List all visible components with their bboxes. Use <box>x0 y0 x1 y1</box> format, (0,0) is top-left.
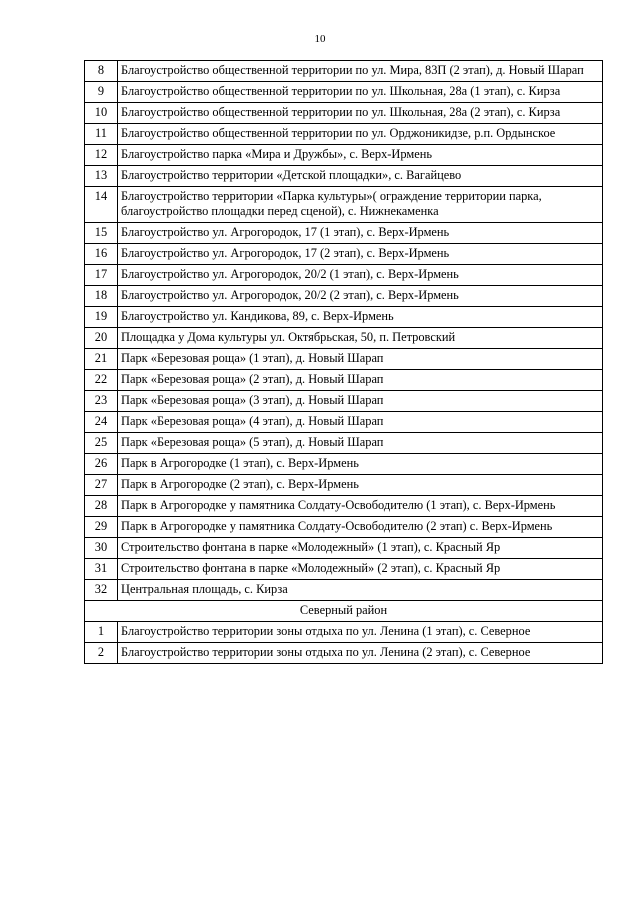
objects-table <box>84 60 603 664</box>
row-number: 2 <box>85 643 118 664</box>
table-row <box>85 124 603 145</box>
row-number: 26 <box>85 454 118 475</box>
row-name: Благоустройство ул. Агрогородок, 20/2 (2 этап), с. Верх-Ирмень <box>118 286 603 307</box>
row-name: Строительство фонтана в парке «Молодежный» (1 этап), с. Красный Яр <box>118 538 603 559</box>
row-name: Благоустройство ул. Кандикова, 89, с. Верх-Ирмень <box>118 307 603 328</box>
row-number: 23 <box>85 391 118 412</box>
table-row <box>85 145 603 166</box>
table-body-severny <box>85 622 603 664</box>
section-title: Северный район <box>85 601 603 622</box>
row-number: 16 <box>85 244 118 265</box>
row-number: 21 <box>85 349 118 370</box>
row-number: 31 <box>85 559 118 580</box>
table-row <box>85 286 603 307</box>
table-row <box>85 223 603 244</box>
table-row <box>85 328 603 349</box>
table-row <box>85 82 603 103</box>
row-name: Парк в Агрогородке у памятника Солдату-Освободителю (1 этап), с. Верх-Ирмень <box>118 496 603 517</box>
row-name: Благоустройство территории зоны отдыха по ул. Ленина (2 этап), с. Северное <box>118 643 603 664</box>
row-name: Благоустройство ул. Агрогородок, 17 (1 этап), с. Верх-Ирмень <box>118 223 603 244</box>
table-row <box>85 496 603 517</box>
section-row <box>85 601 603 622</box>
row-name: Благоустройство территории «Парка культуры»( ограждение территории парка, благоустройство площадки перед сценой), с. Нижнекаменка <box>118 187 603 223</box>
row-name: Парк «Березовая роща» (3 этап), д. Новый Шарап <box>118 391 603 412</box>
row-number: 30 <box>85 538 118 559</box>
table-row <box>85 244 603 265</box>
row-number: 9 <box>85 82 118 103</box>
table-row <box>85 61 603 82</box>
table-row <box>85 433 603 454</box>
row-number: 15 <box>85 223 118 244</box>
row-number: 12 <box>85 145 118 166</box>
row-name: Парк «Березовая роща» (4 этап), д. Новый Шарап <box>118 412 603 433</box>
row-name: Парк «Березовая роща» (5 этап), д. Новый Шарап <box>118 433 603 454</box>
row-name: Благоустройство общественной территории по ул. Школьная, 28а (1 этап), с. Кирза <box>118 82 603 103</box>
row-name: Парк «Березовая роща» (2 этап), д. Новый Шарап <box>118 370 603 391</box>
table-row <box>85 580 603 601</box>
table-body-ordynsky <box>85 61 603 601</box>
row-number: 25 <box>85 433 118 454</box>
row-number: 27 <box>85 475 118 496</box>
row-name: Благоустройство ул. Агрогородок, 17 (2 этап), с. Верх-Ирмень <box>118 244 603 265</box>
page-number: 10 <box>314 33 326 45</box>
row-name: Благоустройство ул. Агрогородок, 20/2 (1 этап), с. Верх-Ирмень <box>118 265 603 286</box>
row-name: Парк в Агрогородке (2 этап), с. Верх-Ирмень <box>118 475 603 496</box>
row-name: Парк в Агрогородке у памятника Солдату-Освободителю (2 этап) с. Верх-Ирмень <box>118 517 603 538</box>
row-number: 10 <box>85 103 118 124</box>
row-number: 17 <box>85 265 118 286</box>
table-row <box>85 475 603 496</box>
table-row <box>85 166 603 187</box>
table-row <box>85 412 603 433</box>
table-row <box>85 349 603 370</box>
table-row <box>85 454 603 475</box>
row-number: 28 <box>85 496 118 517</box>
table-row <box>85 265 603 286</box>
section-header <box>85 601 603 622</box>
table-row <box>85 643 603 664</box>
table-row <box>85 370 603 391</box>
row-name: Благоустройство парка «Мира и Дружбы», с. Верх-Ирмень <box>118 145 603 166</box>
row-name: Благоустройство общественной территории по ул. Школьная, 28а (2 этап), с. Кирза <box>118 103 603 124</box>
row-name: Парк «Березовая роща» (1 этап), д. Новый Шарап <box>118 349 603 370</box>
table-row <box>85 391 603 412</box>
row-number: 19 <box>85 307 118 328</box>
row-number: 18 <box>85 286 118 307</box>
row-name: Благоустройство территории зоны отдыха по ул. Ленина (1 этап), с. Северное <box>118 622 603 643</box>
row-number: 24 <box>85 412 118 433</box>
row-number: 8 <box>85 61 118 82</box>
row-number: 11 <box>85 124 118 145</box>
table-row <box>85 103 603 124</box>
table-row <box>85 538 603 559</box>
row-number: 32 <box>85 580 118 601</box>
row-name: Благоустройство территории «Детской площадки», с. Вагайцево <box>118 166 603 187</box>
table-row <box>85 559 603 580</box>
table-row <box>85 517 603 538</box>
table-row <box>85 187 603 223</box>
row-name: Центральная площадь, с. Кирза <box>118 580 603 601</box>
row-name: Благоустройство общественной территории по ул. Мира, 83П (2 этап), д. Новый Шарап <box>118 61 603 82</box>
row-number: 22 <box>85 370 118 391</box>
row-name: Парк в Агрогородке (1 этап), с. Верх-Ирмень <box>118 454 603 475</box>
row-number: 13 <box>85 166 118 187</box>
table-row <box>85 622 603 643</box>
row-number: 20 <box>85 328 118 349</box>
row-number: 1 <box>85 622 118 643</box>
table-row <box>85 307 603 328</box>
row-name: Благоустройство общественной территории по ул. Орджоникидзе, р.п. Ордынское <box>118 124 603 145</box>
row-number: 29 <box>85 517 118 538</box>
row-name: Строительство фонтана в парке «Молодежный» (2 этап), с. Красный Яр <box>118 559 603 580</box>
row-number: 14 <box>85 187 118 223</box>
row-name: Площадка у Дома культуры ул. Октябрьская, 50, п. Петровский <box>118 328 603 349</box>
